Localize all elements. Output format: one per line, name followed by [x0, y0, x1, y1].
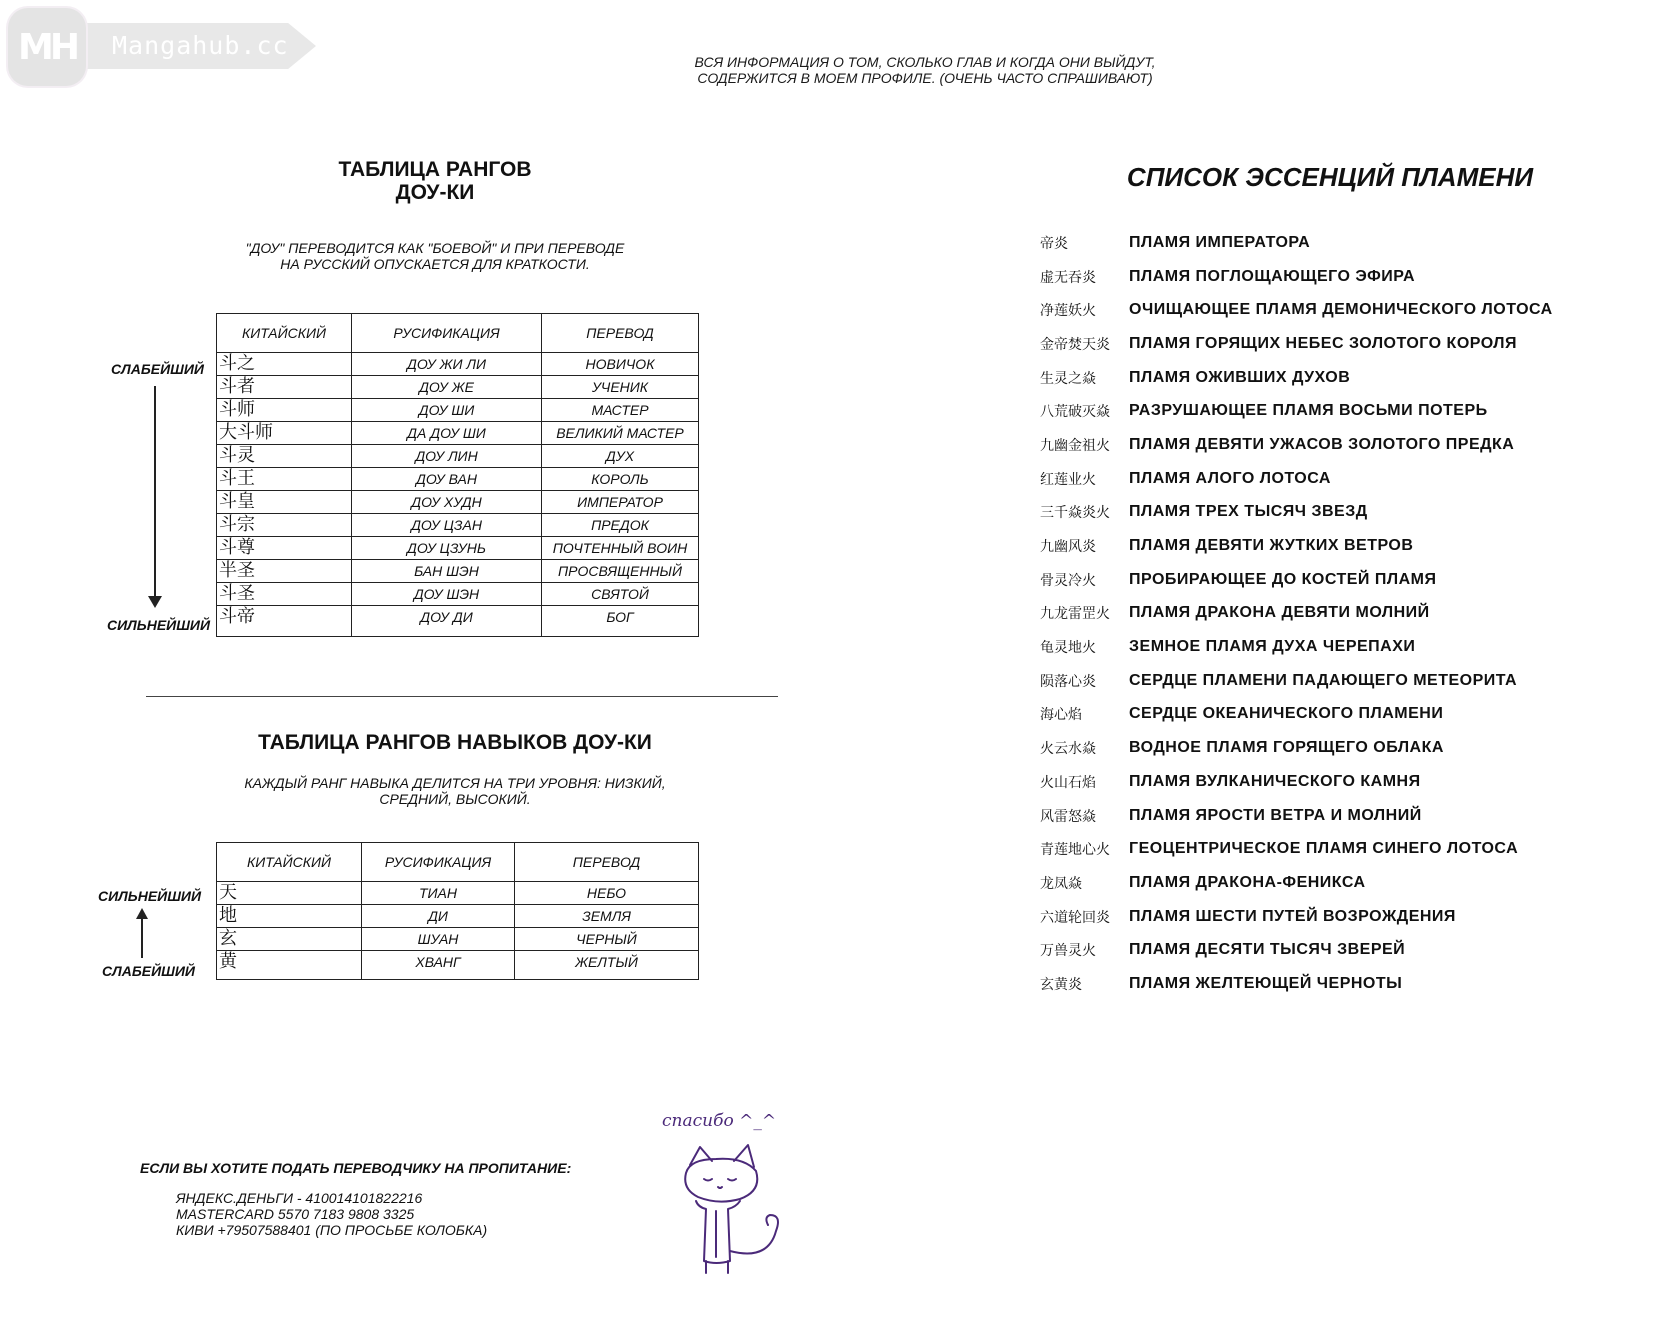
- table-row: [217, 951, 699, 980]
- flame-chinese: 金帝焚天炎: [1040, 336, 1110, 353]
- list-item: [1040, 765, 1640, 799]
- list-item: [1040, 933, 1640, 967]
- cell-translation: КОРОЛЬ: [542, 468, 699, 491]
- table-row: [217, 606, 699, 637]
- flame-chinese: 陨落心炎: [1040, 673, 1096, 690]
- table-row: [217, 468, 699, 491]
- flame-russian: ПЛАМЯ ВУЛКАНИЧЕСКОГО КАМНЯ: [1129, 772, 1421, 790]
- flame-chinese: 万兽灵火: [1040, 943, 1096, 960]
- cell-translation: ПРЕДОК: [542, 514, 699, 537]
- cell-chinese: 大斗师: [217, 422, 352, 445]
- list-item: [1040, 293, 1640, 327]
- column-header: КИТАЙСКИЙ: [217, 314, 352, 353]
- table-row: [217, 353, 699, 376]
- flame-russian: ПЛАМЯ АЛОГО ЛОТОСА: [1129, 469, 1331, 487]
- list-item: [1040, 226, 1640, 260]
- flame-chinese: 九幽风炎: [1040, 539, 1096, 556]
- cell-russian: ХВАНГ: [362, 951, 515, 980]
- cat-icon: [656, 1111, 816, 1279]
- cell-chinese: 斗帝: [217, 606, 352, 637]
- flame-russian: ПЛАМЯ ДЕВЯТИ ЖУТКИХ ВЕТРОВ: [1129, 537, 1414, 555]
- list-item: [1040, 630, 1640, 664]
- table-header-row: [217, 843, 699, 882]
- table-row: [217, 491, 699, 514]
- flame-russian: ПЛАМЯ ИМПЕРАТОРА: [1129, 233, 1311, 251]
- header-note-line-2: СОДЕРЖИТСЯ В МОЕМ ПРОФИЛЕ. (ОЧЕНЬ ЧАСТО СПРАШИВАЮТ): [697, 70, 1153, 86]
- cell-translation: НЕБО: [515, 882, 699, 905]
- cell-translation: ПРОСВЯЩЕННЫЙ: [542, 560, 699, 583]
- cell-chinese: 斗王: [217, 468, 352, 491]
- flame-chinese: 虚无吞炎: [1040, 269, 1096, 286]
- list-item: [1040, 394, 1640, 428]
- column-header: РУСИФИКАЦИЯ: [352, 314, 542, 353]
- skill-weakest-label: СЛАБЕЙШИЙ: [102, 963, 196, 979]
- flame-chinese: 火云水焱: [1040, 741, 1096, 758]
- cell-translation: ЗЕМЛЯ: [515, 905, 699, 928]
- list-item: [1040, 731, 1640, 765]
- rank-arrow-line: [154, 386, 156, 600]
- cell-russian: ШУАН: [362, 928, 515, 951]
- skill-note-line-1: КАЖДЫЙ РАНГ НАВЫКА ДЕЛИТСЯ НА ТРИ УРОВНЯ: НИЗКИЙ,: [244, 775, 666, 791]
- flame-chinese: 八荒破灭焱: [1040, 404, 1110, 421]
- flame-russian: ПРОБИРАЮЩЕЕ ДО КОСТЕЙ ПЛАМЯ: [1129, 570, 1437, 588]
- cell-russian: ДОУ ВАН: [352, 468, 542, 491]
- cell-chinese: 地: [217, 905, 362, 928]
- table-row: [217, 376, 699, 399]
- donation-qiwi: КИВИ +79507588401 (ПО ПРОСЬБЕ КОЛОБКА): [176, 1222, 488, 1238]
- skill-strongest-label: СИЛЬНЕЙШИЙ: [98, 888, 202, 904]
- column-header: КИТАЙСКИЙ: [217, 843, 362, 882]
- flame-russian: СЕРДЦЕ ОКЕАНИЧЕСКОГО ПЛАМЕНИ: [1129, 705, 1444, 723]
- rank-table-title: [290, 158, 580, 204]
- flame-chinese: 火山石焰: [1040, 774, 1096, 791]
- cell-russian: ДА ДОУ ШИ: [352, 422, 542, 445]
- flame-chinese: 龙凤焱: [1040, 875, 1082, 892]
- rank-table: [216, 313, 699, 637]
- donation-mastercard: MASTERCARD 5570 7183 9808 3325: [176, 1206, 415, 1222]
- cell-translation: ЧЕРНЫЙ: [515, 928, 699, 951]
- cell-russian: ДОУ ЖИ ЛИ: [352, 353, 542, 376]
- cell-chinese: 天: [217, 882, 362, 905]
- column-header: РУСИФИКАЦИЯ: [362, 843, 515, 882]
- table-row: [217, 422, 699, 445]
- donation-yandex: ЯНДЕКС.ДЕНЬГИ - 410014101822216: [176, 1190, 423, 1206]
- skill-note-line-2: СРЕДНИЙ, ВЫСОКИЙ.: [379, 791, 531, 807]
- list-item: [1040, 529, 1640, 563]
- flame-chinese: 九龙雷罡火: [1040, 606, 1110, 623]
- list-item: [1040, 496, 1640, 530]
- list-item: [1040, 900, 1640, 934]
- flame-chinese: 生灵之焱: [1040, 370, 1096, 387]
- cell-russian: ДОУ ЖЕ: [352, 376, 542, 399]
- skill-table-title: ТАБЛИЦА РАНГОВ НАВЫКОВ ДОУ-КИ: [258, 731, 652, 754]
- list-item: [1040, 967, 1640, 1001]
- flame-russian: СЕРДЦЕ ПЛАМЕНИ ПАДАЮЩЕГО МЕТЕОРИТА: [1129, 671, 1518, 689]
- table-row: [217, 882, 699, 905]
- flames-list: [1040, 226, 1640, 1001]
- flame-russian: ОЧИЩАЮЩЕЕ ПЛАМЯ ДЕМОНИЧЕСКОГО ЛОТОСА: [1129, 301, 1553, 319]
- thanks-illustration: [656, 1111, 816, 1279]
- list-item: [1040, 664, 1640, 698]
- flame-chinese: 龟灵地火: [1040, 640, 1096, 657]
- section-divider: [146, 696, 778, 697]
- cell-russian: ДОУ ХУДН: [352, 491, 542, 514]
- flame-chinese: 风雷怒焱: [1040, 808, 1096, 825]
- cell-chinese: 斗尊: [217, 537, 352, 560]
- flame-russian: ЗЕМНОЕ ПЛАМЯ ДУХА ЧЕРЕПАХИ: [1129, 638, 1416, 656]
- cell-chinese: 斗灵: [217, 445, 352, 468]
- cell-chinese: 斗师: [217, 399, 352, 422]
- cell-translation: УЧЕНИК: [542, 376, 699, 399]
- table-row: [217, 928, 699, 951]
- list-item: [1040, 799, 1640, 833]
- table-row: [217, 905, 699, 928]
- table-row: [217, 560, 699, 583]
- flame-russian: ПЛАМЯ ПОГЛОЩАЮЩЕГО ЭФИРА: [1129, 267, 1416, 285]
- column-header: ПЕРЕВОД: [515, 843, 699, 882]
- cell-translation: МАСТЕР: [542, 399, 699, 422]
- cell-chinese: 斗圣: [217, 583, 352, 606]
- cell-translation: НОВИЧОК: [542, 353, 699, 376]
- skill-table-note: [200, 775, 710, 807]
- cell-chinese: 斗者: [217, 376, 352, 399]
- cell-translation: ИМПЕРАТОР: [542, 491, 699, 514]
- list-item: [1040, 428, 1640, 462]
- watermark-logo-text: MH: [18, 26, 76, 68]
- flame-chinese: 三千焱炎火: [1040, 505, 1110, 522]
- rank-weakest-label: СЛАБЕЙШИЙ: [111, 361, 205, 377]
- list-item: [1040, 563, 1640, 597]
- cell-russian: БАН ШЭН: [352, 560, 542, 583]
- table-row: [217, 445, 699, 468]
- header-note-line-1: ВСЯ ИНФОРМАЦИЯ О ТОМ, СКОЛЬКО ГЛАВ И КОГДА ОНИ ВЫЙДУТ,: [694, 54, 1156, 70]
- list-item: [1040, 832, 1640, 866]
- cell-russian: ДОУ ШЭН: [352, 583, 542, 606]
- flame-chinese: 红莲业火: [1040, 471, 1096, 488]
- cell-chinese: 黄: [217, 951, 362, 980]
- cell-translation: ВЕЛИКИЙ МАСТЕР: [542, 422, 699, 445]
- flame-russian: ПЛАМЯ ОЖИВШИХ ДУХОВ: [1129, 368, 1351, 386]
- cell-translation: ЖЕЛТЫЙ: [515, 951, 699, 980]
- flame-chinese: 帝炎: [1040, 235, 1068, 252]
- flame-chinese: 骨灵冷火: [1040, 572, 1096, 589]
- column-header: ПЕРЕВОД: [542, 314, 699, 353]
- cell-translation: СВЯТОЙ: [542, 583, 699, 606]
- skill-table: [216, 842, 699, 980]
- watermark-site-text: Mangahub.cc: [112, 31, 289, 60]
- cell-chinese: 玄: [217, 928, 362, 951]
- rank-table-title-line-2: ДОУ-КИ: [395, 181, 475, 204]
- flame-russian: ПЛАМЯ ДРАКОНА ДЕВЯТИ МОЛНИЙ: [1129, 604, 1430, 622]
- flame-russian: ПЛАМЯ ЖЕЛТЕЮЩЕЙ ЧЕРНОТЫ: [1129, 974, 1403, 992]
- cell-russian: ДОУ ЦЗУНЬ: [352, 537, 542, 560]
- header-note: [620, 54, 1230, 86]
- flame-russian: ПЛАМЯ ГОРЯЩИХ НЕБЕС ЗОЛОТОГО КОРОЛЯ: [1129, 334, 1517, 352]
- skill-arrow-line: [141, 918, 143, 958]
- flames-title: СПИСОК ЭССЕНЦИЙ ПЛАМЕНИ: [1126, 162, 1534, 192]
- flame-russian: ПЛАМЯ ДЕВЯТИ УЖАСОВ ЗОЛОТОГО ПРЕДКА: [1129, 435, 1515, 453]
- flame-chinese: 玄黄炎: [1040, 976, 1082, 993]
- flame-russian: ВОДНОЕ ПЛАМЯ ГОРЯЩЕГО ОБЛАКА: [1129, 739, 1444, 757]
- cell-russian: ТИАН: [362, 882, 515, 905]
- list-item: [1040, 327, 1640, 361]
- cell-russian: ДОУ ШИ: [352, 399, 542, 422]
- donation-title: ЕСЛИ ВЫ ХОТИТЕ ПОДАТЬ ПЕРЕВОДЧИКУ НА ПРОПИТАНИЕ:: [140, 1160, 572, 1176]
- watermark-logo-icon: [8, 8, 86, 86]
- table-row: [217, 514, 699, 537]
- cell-chinese: 半圣: [217, 560, 352, 583]
- list-item: [1040, 361, 1640, 395]
- donation-list: [176, 1190, 487, 1238]
- table-row: [217, 399, 699, 422]
- list-item: [1040, 698, 1640, 732]
- list-item: [1040, 260, 1640, 294]
- cell-translation: БОГ: [542, 606, 699, 637]
- flame-chinese: 六道轮回炎: [1040, 909, 1110, 926]
- flame-russian: ПЛАМЯ ДРАКОНА-ФЕНИКСА: [1129, 873, 1366, 891]
- flame-russian: ПЛАМЯ ДЕСЯТИ ТЫСЯЧ ЗВЕРЕЙ: [1129, 941, 1406, 959]
- cell-chinese: 斗宗: [217, 514, 352, 537]
- flame-chinese: 九幽金祖火: [1040, 437, 1110, 454]
- list-item: [1040, 597, 1640, 631]
- thanks-text: спасибо ^_^: [662, 1111, 777, 1131]
- table-row: [217, 583, 699, 606]
- arrow-down-icon: [148, 596, 162, 608]
- cell-translation: ПОЧТЕННЫЙ ВОИН: [542, 537, 699, 560]
- flame-russian: ПЛАМЯ ТРЕХ ТЫСЯЧ ЗВЕЗД: [1129, 503, 1368, 521]
- cell-chinese: 斗之: [217, 353, 352, 376]
- cell-russian: ДИ: [362, 905, 515, 928]
- flame-chinese: 青莲地心火: [1040, 842, 1110, 859]
- table-row: [217, 537, 699, 560]
- rank-strongest-label: СИЛЬНЕЙШИЙ: [107, 617, 211, 633]
- cell-russian: ДОУ ДИ: [352, 606, 542, 637]
- list-item: [1040, 866, 1640, 900]
- flame-russian: ГЕОЦЕНТРИЧЕСКОЕ ПЛАМЯ СИНЕГО ЛОТОСА: [1129, 840, 1519, 858]
- flame-russian: ПЛАМЯ ЯРОСТИ ВЕТРА И МОЛНИЙ: [1129, 806, 1422, 824]
- rank-table-title-line-1: ТАБЛИЦА РАНГОВ: [338, 158, 532, 181]
- cell-russian: ДОУ ЦЗАН: [352, 514, 542, 537]
- cell-chinese: 斗皇: [217, 491, 352, 514]
- list-item: [1040, 462, 1640, 496]
- flame-russian: ПЛАМЯ ШЕСТИ ПУТЕЙ ВОЗРОЖДЕНИЯ: [1129, 907, 1456, 925]
- table-header-row: [217, 314, 699, 353]
- flame-russian: РАЗРУШАЮЩЕЕ ПЛАМЯ ВОСЬМИ ПОТЕРЬ: [1129, 402, 1488, 420]
- flame-chinese: 海心焰: [1040, 707, 1082, 724]
- cell-russian: ДОУ ЛИН: [352, 445, 542, 468]
- rank-table-note: "ДОУ" ПЕРЕВОДИТСЯ КАК "БОЕВОЙ" И ПРИ ПЕРЕВОДЕ НА РУССКИЙ ОПУСКАЕТСЯ ДЛЯ КРАТКОСТИ.: [245, 240, 625, 272]
- cell-translation: ДУХ: [542, 445, 699, 468]
- flame-chinese: 净莲妖火: [1040, 303, 1096, 320]
